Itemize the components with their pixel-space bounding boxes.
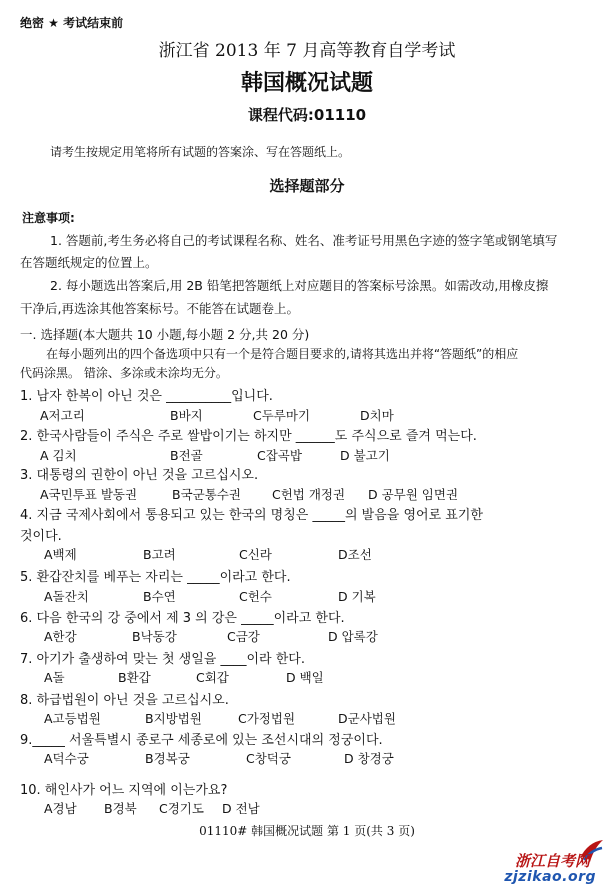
option-d: D치마 — [360, 408, 394, 423]
option-b: B경북 — [104, 801, 137, 816]
option-d: D 불고기 — [340, 448, 390, 463]
question-stem: 6. 다음 한국의 강 중에서 제 3 의 강은 _____이라고 한다. — [20, 611, 345, 626]
option-a: A돌잔치 — [44, 589, 89, 604]
question-stem: 2. 한국사람들이 주식은 주로 쌀밥이기는 하지만 ______도 주식으로 즐겨 먹는다. — [20, 429, 477, 444]
question-stem: 5. 환갑잔치를 베푸는 자리는 _____이라고 한다. — [20, 570, 291, 585]
option-b: B환갑 — [118, 670, 151, 685]
option-c: C두루마기 — [253, 408, 311, 423]
option-b: B전골 — [170, 448, 203, 463]
notice-line: 在答题纸规定的位置上。 — [20, 255, 158, 270]
option-d: D 백일 — [286, 670, 324, 685]
confidential-label: 绝密 ★ 考试结束前 — [20, 16, 124, 30]
option-b: B바지 — [170, 408, 203, 423]
watermark-url[interactable]: zjzikao.org — [504, 869, 596, 885]
subject-title: 韩国概况试题 — [240, 71, 373, 96]
exam-title: 浙江省 2013 年 7 月高等教育自学考试 — [158, 41, 456, 61]
notice-line: 干净后,再选涂其他答案标号。不能答在试题卷上。 — [20, 301, 299, 316]
option-a: A고등법원 — [44, 711, 101, 726]
option-d: D 전남 — [222, 801, 260, 816]
option-c: C금강 — [227, 629, 260, 644]
option-b: B수연 — [143, 589, 176, 604]
option-a: A한강 — [44, 629, 77, 644]
option-a: A경남 — [44, 801, 77, 816]
watermark-brand: 浙江自考网 — [514, 852, 590, 870]
answer-instruction: 请考生按规定用笔将所有试题的答案涂、写在答题纸上。 — [50, 145, 351, 159]
option-c: C신라 — [239, 547, 272, 562]
option-d: D군사법원 — [338, 711, 396, 726]
notice-heading: 注意事项: — [22, 211, 75, 225]
option-b: B지방법원 — [145, 711, 202, 726]
option-c: C회갑 — [196, 670, 229, 685]
option-b: B국군통수권 — [172, 487, 241, 502]
option-d: D 압록강 — [328, 629, 378, 644]
page-footer: 01110# 韩国概况试题 第 1 页(共 3 页) — [199, 824, 415, 838]
option-d: D 공무원 임면권 — [368, 487, 459, 502]
option-a: A 김치 — [40, 448, 77, 463]
question-stem: 8. 하급법원이 아닌 것을 고르십시오. — [20, 693, 229, 708]
option-c: C가정법원 — [238, 711, 296, 726]
part-description: 代码涂黑。 错涂、多涂或未涂均无分。 — [20, 366, 228, 380]
notice-line: 2. 每小题选出答案后,用 2B 铅笔把答题纸上对应题目的答案标号涂黑。如需改动,用橡皮擦 — [50, 278, 549, 293]
option-a: A돌 — [44, 670, 65, 685]
option-c: C창덕궁 — [246, 751, 291, 766]
option-c: C헌법 개정권 — [272, 487, 346, 502]
notice-line: 1. 答题前,考生务必将自己的考试课程名称、姓名、准考证号用黑色字迹的签字笔或钢笔填写 — [50, 233, 558, 248]
part-heading: 一. 选择题(本大题共 10 小题,每小题 2 分,共 20 分) — [20, 327, 310, 342]
option-c: C경기도 — [159, 801, 204, 816]
option-a: A저고리 — [40, 408, 85, 423]
section-title: 选择题部分 — [269, 177, 345, 195]
option-c: C잡곡밥 — [257, 448, 302, 463]
option-b: B경복궁 — [145, 751, 190, 766]
option-a: A국민투표 발동권 — [40, 487, 138, 502]
option-d: D 창경궁 — [344, 751, 394, 766]
option-b: B낙동강 — [132, 629, 177, 644]
question-stem: 3. 대통령의 권한이 아닌 것을 고르십시오. — [20, 468, 259, 483]
question-stem: 1. 남자 한복이 아닌 것은 __________입니다. — [20, 389, 273, 404]
option-d: D 기복 — [338, 589, 376, 604]
option-a: A백제 — [44, 547, 77, 562]
option-b: B고려 — [143, 547, 176, 562]
question-stem: 4. 지금 국제사회에서 통용되고 있는 한국의 명칭은 _____의 발음을 영어로 표기한 — [20, 508, 483, 523]
question-stem: 10. 해인사가 어느 지역에 이는가요? — [20, 783, 228, 798]
course-code: 课程代码:01110 — [247, 106, 367, 124]
option-d: D조선 — [338, 547, 372, 562]
option-a: A덕수궁 — [44, 751, 89, 766]
question-stem-continued: 것이다. — [20, 529, 62, 544]
question-stem: 9._____ 서울특별시 종로구 세종로에 있는 조선시대의 정궁이다. — [20, 733, 383, 748]
option-c: C헌수 — [239, 589, 272, 604]
part-description: 在每小题列出的四个备选项中只有一个是符合题目要求的,请将其选出并将“答题纸”的相应 — [46, 347, 519, 361]
question-stem: 7. 아기가 출생하여 맞는 첫 생일을 ____이라 한다. — [20, 652, 305, 667]
